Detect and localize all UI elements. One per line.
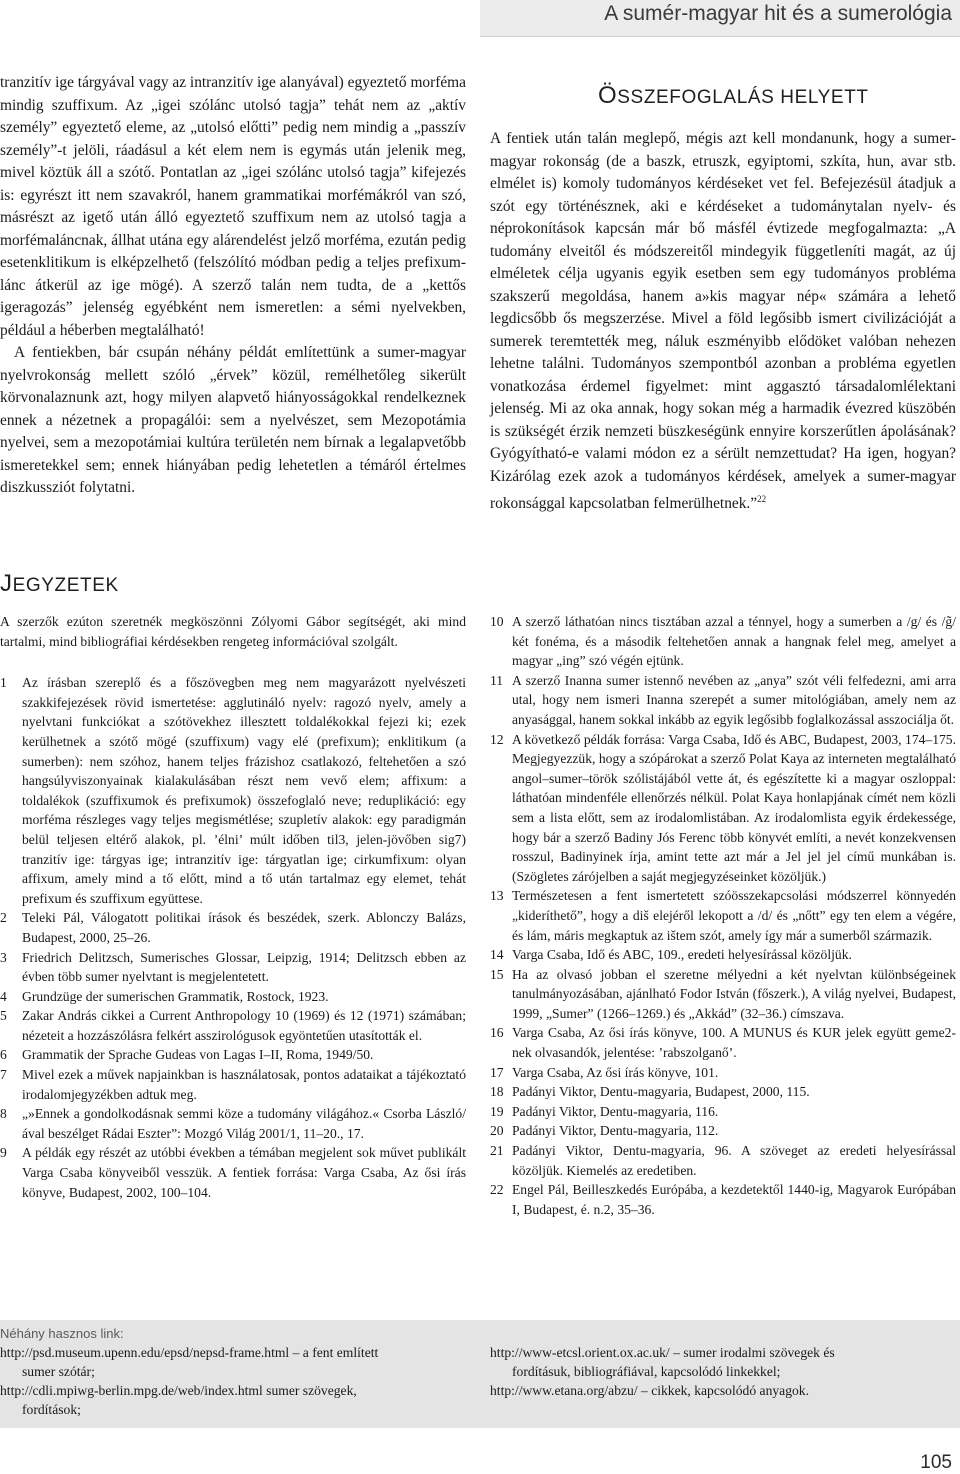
- footnote-text: Mivel ezek a művek napjainkban is használatosak, pontos adataikat a tájékoztató irodalomjegyzékben adtuk meg.: [22, 1067, 466, 1102]
- footnote-item: [0, 1045, 466, 1065]
- notes-right-column: [490, 612, 956, 1219]
- summary-column-text: [490, 128, 956, 516]
- footnote-item: [490, 945, 956, 965]
- left-column-text: [0, 72, 466, 500]
- footnote-item: [0, 673, 466, 908]
- link-item[interactable]: [490, 1343, 956, 1381]
- link-text[interactable]: http://cdli.mpiwg-berlin.mpg.de/web/index.html sumer szövegek,: [0, 1383, 357, 1398]
- link-description: sumer szótár;: [22, 1364, 95, 1379]
- footnote-number: 4: [0, 988, 7, 1004]
- footnote-item: [490, 730, 956, 887]
- footnote-item: [490, 671, 956, 730]
- footnote-number: 3: [0, 949, 7, 965]
- notes-section-title: [0, 570, 119, 598]
- notes-left-list: [0, 673, 466, 1202]
- summary-title-initial: Ö: [598, 82, 618, 109]
- page-number: 105: [920, 1452, 952, 1473]
- link-text[interactable]: http://psd.museum.upenn.edu/epsd/nepsd-frame.html – a fent említett: [0, 1345, 379, 1360]
- footnote-item: [490, 612, 956, 671]
- footnote-text: Varga Csaba, Az ősi írás könyve, 100. A MUNUS és KUR jelek együtt geme2-nek olvasandók, jelentése: ’rabszolganő’.: [512, 1025, 956, 1061]
- footnote-text: Engel Pál, Beilleszkedés Európába, a kezdetektől 1440-ig, Magyarok Európában I, Budapest, é. n.2, 35–36.: [512, 1182, 956, 1217]
- notes-title-initial: J: [0, 570, 13, 597]
- footnote-item: [490, 1063, 956, 1083]
- footnote-number: 8: [0, 1106, 7, 1122]
- footnote-text: Zakar András cikkei a Current Anthropology 10 (1969) és 12 (1971) számában; nézeteit a hozzászólásra felkért asszirológusok egyöntetűen utasították el.: [22, 1008, 466, 1043]
- useful-links-band: [0, 1320, 960, 1428]
- summary-paragraph: [490, 128, 956, 516]
- footnote-text: Padányi Viktor, Dentu-magyaria, 112.: [512, 1123, 719, 1139]
- footnote-text: Varga Csaba, Az ősi írás könyve, 101.: [512, 1064, 719, 1080]
- footnote-item: [490, 1082, 956, 1102]
- footnote-item: [490, 1141, 956, 1180]
- link-item[interactable]: [0, 1343, 470, 1381]
- notes-intro: A szerzők ezúton szeretnék megköszönni Zólyomi Gábor segítségét, aki mind tartalmi, mind bibliográfiai kérdésekben rengeteg információval szolgált.: [0, 614, 466, 649]
- footnote-number: 1: [0, 675, 7, 691]
- footnote-number: 18: [490, 1084, 504, 1100]
- footnote-text: Grammatik der Sprache Gudeas von Lagas I–II, Roma, 1949/50.: [22, 1047, 374, 1063]
- footnote-text: Az írásban szereplő és a főszövegben meg nem magyarázott nyelvészeti szakkifejezések rövid ismertetése: agglutináló nyelv: ragozó nyelv, amely a nyelvtani funkciókat a szótövekhez illesztett toldalékokkal fejezi ki; ezek kerülhetnek a szótő mögé (szuffixum) vagy elé (prefixum); enklitikum (a sumerben): nem szóhoz, hanem teljes frázishoz csatlakozó, feltehetően a szó hangsúlyviszonyainak kialakulásában részt nem vevő elem; affixum: a toldalékok (szuffixumok és prefixumok) összefoglaló neve; reduplikáció: egy morféma részleges vagy teljes megismétlése; szupletív alakok: egy paradigmán belül teljesen eltérő alakok, pl. ’élni’ múlt időben til3, jelen-jövőben sig7) tranzitív ige: tárgyas ige; intranzitív ige: tárgyatlan ige; cirkumfixum: olyan affixum, amely mind a tő előtt, mind a tő után tartalmaz egy elemet, tehát prefixum és szuffixum együttese.: [22, 675, 466, 906]
- footnote-number: 21: [490, 1143, 504, 1159]
- footnote-number: 13: [490, 888, 504, 904]
- footnote-number: 12: [490, 731, 504, 747]
- footnote-number: 5: [0, 1008, 7, 1024]
- link-description: fordításuk, bibliográfiával, kapcsolódó linkekkel;: [512, 1364, 781, 1379]
- footnote-text: Teleki Pál, Válogatott politikai írások és beszédek, szerk. Ablonczy Balázs, Budapest, 2000, 25–26.: [22, 910, 466, 945]
- footnote-text: Grundzüge der sumerischen Grammatik, Rostock, 1923.: [22, 988, 329, 1004]
- footnote-item: [490, 886, 956, 945]
- footnote-item: [490, 1121, 956, 1141]
- links-label: Néhány hasznos link:: [0, 1326, 124, 1341]
- notes-left-column: [0, 612, 466, 1202]
- footnote-text: Friedrich Delitzsch, Sumerisches Glossar, Leipzig, 1914; Delitzsch ebben az évben több sumer nyelvtant is megjelentetett.: [22, 949, 466, 985]
- link-item[interactable]: [490, 1381, 956, 1400]
- notes-title-rest: EGYZETEK: [12, 575, 119, 596]
- link-item[interactable]: [0, 1381, 470, 1419]
- left-paragraph-1: tranzitív ige tárgyával vagy az intranzitív ige alanyával) egyeztető morféma mindig szuffixum. Az „igei szólánc utolsó tagja” tehát nem az „aktív személy” egyeztető eleme, az „utolsó előtti” pedig nem mindig a „passzív személy”-t jelöli, ráadásul a két elem nem is egymás után jelenik meg, mivel köztük áll a szótő. Pontatlan az „igei szólánc utolsó tagja” kifejezés is: egyrészt itt nem szavakról, hanem grammatikai morfémákról van szó, másrészt az igető után álló egyeztető szuffixum nem az utolsó tagja a morfémaláncnak, állhat utána egy alárendelést jelző morféma, ezután pedig esetenklitikum is elképzelhető (felszólító módban pedig a teljes prefixum-lánc átkerül az ige mögé). A szerző talán nem tudta, de a „kettős igeragozás” jelenség egyébként nem ismeretlen: a sémi nyelvekben, például a héberben megtalálható!: [0, 74, 466, 339]
- footnote-item: [490, 1102, 956, 1122]
- link-text[interactable]: http://www-etcsl.orient.ox.ac.uk/ – sumer irodalmi szövegek és: [490, 1345, 835, 1360]
- footnote-item: [490, 1180, 956, 1219]
- footnote-number: 22: [490, 1182, 504, 1198]
- footnote-number: 20: [490, 1123, 504, 1139]
- summary-footnote-ref: 22: [757, 494, 767, 504]
- left-paragraph-2: A fentiekben, bár csupán néhány példát említettünk a sumer-magyar nyelvrokonság mellett szóló „érvek” közül, remélhetőleg sikerült körvonalaznunk azt, hogy milyen alapvető hiányosságokkal rendelkeznek ennek a nézetnek a propagálói: sem a nyelvészet, sem Mezopotámia nyelvei, sem a mezopotámiai kultúra területén nem bírnak a legalapvetőbb ismeretekkel sem; ennek hiányában pedig lehetetlen a témáról értelmes diszkussziót folytatni.: [0, 344, 466, 496]
- footnote-number: 15: [490, 966, 504, 982]
- running-header-title: A sumér-magyar hit és a sumerológia: [604, 2, 952, 25]
- footnote-text: Ha az olvasó jobban el szeretne mélyedni a két nyelvtan különbségeinek tanulmányozásában, ajánlható Fodor István (főszerk.), A világ nyelvei, Budapest, 1999, „Sumer” (1266–1269.) és „Akkád” (32–36.) címszava.: [512, 966, 956, 1021]
- footnote-number: 2: [0, 910, 7, 926]
- summary-title-rest: SSZEFOGLALÁS HELYETT: [617, 87, 869, 108]
- footnote-text: Padányi Viktor, Dentu-magyaria, Budapest, 2000, 115.: [512, 1084, 810, 1100]
- summary-section-title: [598, 82, 869, 110]
- footnote-text: A szerző láthatóan nincs tisztában azzal a ténnyel, hogy a sumerben a /g/ és /g̃/ két fonéma, és a második feltehetően annak a hangnak felel meg, amelyet a magyar „ing” szó végén ejtünk.: [512, 614, 956, 669]
- footnote-text: „»Ennek a gondolkodásnak semmi köze a tudomány világához.« Csorba László/ával beszélget Rádai Eszter”: Mozgó Világ 2001/1, 11–20., 17.: [22, 1106, 466, 1141]
- links-left-column: [0, 1324, 470, 1419]
- notes-right-list: [490, 612, 956, 1219]
- footnote-number: 14: [490, 947, 504, 963]
- footnote-item: [490, 965, 956, 1024]
- footnote-text: A szerző Inanna sumer istennő nevében az „anya” szót véli felfedezni, ami arra utal, hogy nem ismeri Inanna szerepét a sumer mitológiában, amely nem az anyasággal, hanem sokkal inkább az egyik legősibb foglalkozással asszociálja őt.: [512, 672, 956, 727]
- footnote-text: Varga Csaba, Idő és ABC, 109., eredeti helyesírással közöljük.: [512, 947, 852, 963]
- footnote-number: 9: [0, 1145, 7, 1161]
- footnote-number: 11: [490, 672, 504, 688]
- footnote-item: [0, 948, 466, 987]
- footnote-item: [0, 908, 466, 947]
- summary-text: A fentiek után talán meglepő, mégis azt kell mondanunk, hogy a sumer-magyar rokonság (de a baszk, etruszk, egyiptomi, szkíta, hun, avar stb. elmélet is) komoly tudományos kérdéseket vet fel. Befejezésül átadjuk a szót egy történésznek, aki e kérdéseket a tudománytalan nyelv- és néprokonítások kapcsán már bő másfél évtizede megfogalmazta: „A tudomány elveitől és módszereitől mindegyik függetleníti magát, az új elméletek célja ugyanis egyik esetben sem egy tudományos probléma szakszerű megoldása, hanem a»kis magyar nép« számára a lehető legdicsőbb ős megszerzése. Mivel a föld legősibb ismert civilizációját a sumerek teremtették meg, náluk eszményibb elődöket valóban nehezen lehetne találni. Tudományos szempontból azonban a probléma egyetlen vonatkozása érdemel figyelmet: mint aggasztó társadalomlélektani jelenség. Mi az oka annak, hogy sokan még a harmadik évezred küszöbén is szükségét érzik nemzeti büszkeségünk ennyire korszerűtlen ápolásának? Gyógyítható-e valami módon ez a sérült nemzettudat? Ha igen, hogyan? Kizárólag ezek azok a tudományos kérdések, amelyek a sumer-magyar rokonsággal kapcsolatban felmerülhetnek.”: [490, 130, 956, 513]
- footnote-item: [0, 1143, 466, 1202]
- footnote-item: [0, 1006, 466, 1045]
- link-text[interactable]: http://www.etana.org/abzu/ – cikkek, kapcsolódó anyagok.: [490, 1383, 809, 1398]
- footnote-text: A példák egy részét az utóbbi években a témában megjelent sok művet publikált Varga Csaba könyveiből vesszük. A fentiek forrása: Varga Csaba, Az ősi írás könyve, Budapest, 2002, 100–104.: [22, 1145, 466, 1200]
- footnote-text: Padányi Viktor, Dentu-magyaria, 116.: [512, 1103, 719, 1119]
- links-right-column: [490, 1343, 956, 1400]
- link-description: fordítások;: [22, 1402, 81, 1417]
- footnote-item: [0, 1104, 466, 1143]
- footnote-number: 17: [490, 1064, 504, 1080]
- footnote-item: [0, 987, 466, 1007]
- footnote-item: [490, 1023, 956, 1062]
- running-header: [480, 0, 960, 37]
- footnote-text: Padányi Viktor, Dentu-magyaria, 96. A szöveget az eredeti helyesírással közöljük. Kiemelés az eredetiben.: [512, 1143, 956, 1178]
- footnote-number: 6: [0, 1047, 7, 1063]
- footnote-number: 16: [490, 1025, 504, 1041]
- footnote-number: 10: [490, 614, 504, 629]
- footnote-number: 19: [490, 1103, 504, 1119]
- footnote-text: Természetesen a fent ismertetett szóösszekapcsolási módszerrel könnyedén „kideríthető”, hogy a diš elejéről lekopott a /d/ és „nőtt” egy ten elem a végére, és lám, máris megkaptuk az ištem szót, amely így már a sumerből származik.: [512, 888, 956, 943]
- footnote-number: 7: [0, 1067, 7, 1083]
- footnote-item: [0, 1065, 466, 1104]
- footnote-text: A következő példák forrása: Varga Csaba, Idő és ABC, Budapest, 2003, 174–175. Megjegyezzük, hogy a szópárokat a szerző Polat Kaya az interneten megtalálható angol–sumer–török szólistájából vette át, és egészítette ki a magyar oszloppal: láthatóan mindenféle ellenőrzés nélkül. Polat Kaya honlapjának címét nem közli sem a lista előtt, sem az irodalomlistában. Az irodalomlista egyik érdekessége, hogy bár a szerző Badiny Jós Ferenc több könyvét említi, a nevét konzekvensen rosszul, Badinyinek írja, amint tette azt már a Jel jel jel című munkában is. (Szögletes zárójelben a saját megjegyzéseinket közöljük.): [512, 731, 956, 884]
